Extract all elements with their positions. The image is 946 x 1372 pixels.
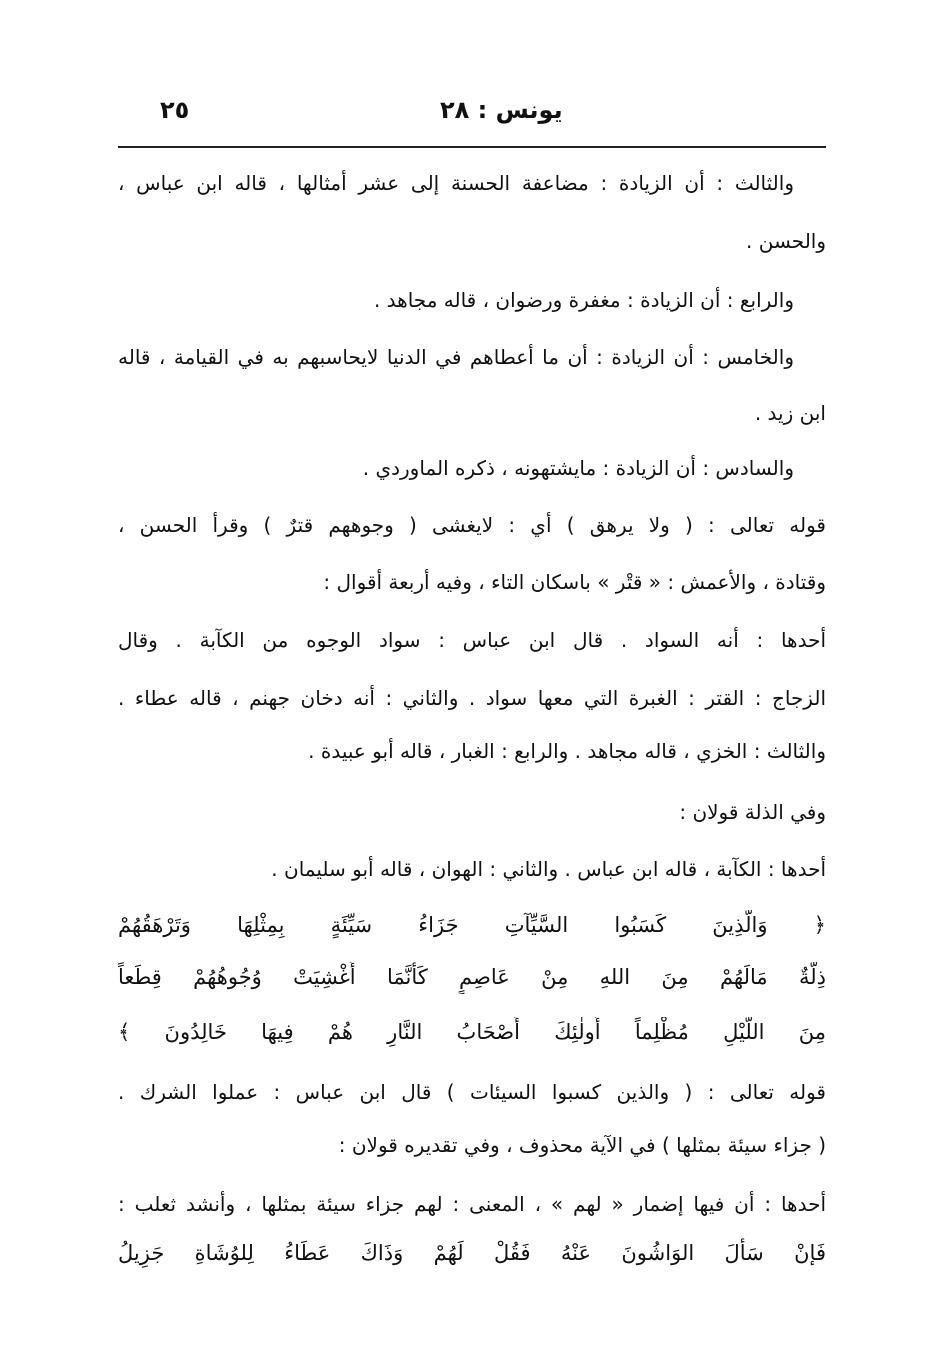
text-line: الزجاج : القتر : الغبرة التي معها سواد . والثاني : أنه دخان جهنم ، قاله عطاء . [118, 686, 826, 710]
surah-reference: يونس : ٢٨ [440, 96, 563, 124]
text-line: والثالث : أن الزيادة : مضاعفة الحسنة إلى عشر أمثالها ، قاله ابن عباس ، [118, 171, 794, 195]
text-line: قوله تعالى : ( والذين كسبوا السيئات ) قال ابن عباس : عملوا الشرك . [118, 1080, 826, 1104]
text-line: والرابع : أن الزيادة : مغفرة ورضوان ، قاله مجاهد . [373, 288, 794, 312]
verse-line: مِنَ اللَّيْلِ مُظْلِماً أُولٰئِكَ أَصْحَابُ النَّارِ هُمْ فِيهَا خَالِدُونَ ﴾ [118, 1020, 826, 1044]
text-line: ابن زيد . [754, 401, 826, 425]
verse-line: ﴿ وَالَّذِينَ كَسَبُوا السَّيِّآتِ جَزَاءُ سَيِّئَةٍ بِمِثْلِهَا وَتَرْهَقُهُمْ [118, 913, 826, 937]
text-line: والسادس : أن الزيادة : مايشتهونه ، ذكره الماوردي . [362, 456, 794, 480]
text-line: والخامس : أن الزيادة : أن ما أعطاهم في الدنيا لايحاسبهم به في القيامة ، قاله [118, 345, 794, 369]
page-number: ٢٥ [160, 96, 190, 124]
header-rule [118, 146, 826, 148]
text-line: أحدها : أنه السواد . قال ابن عباس : سواد الوجوه من الكآبة . وقال [118, 628, 826, 652]
text-line: ( جزاء سيئة بمثلها ) في الآية محذوف ، وفي تقديره قولان : [338, 1133, 826, 1157]
poetry-line: فَإنْ سَأَلَ الوَاشُونَ عَنْهُ فَقُلْ لَهُمْ وَذَاكَ عَطَاءُ لِلوُشَاةِ جَزِيلُ [118, 1241, 826, 1265]
text-line: والثالث : الخزي ، قاله مجاهد . والرابع : الغبار ، قاله أبو عبيدة . [308, 739, 826, 763]
text-line: وفي الذلة قولان : [679, 800, 826, 824]
text-line: قوله تعالى : ( ولا يرهق ) أي : لايغشى ( وجوههم قترٌ ) وقرأ الحسن ، [118, 513, 826, 537]
text-line: أحدها : الكآبة ، قاله ابن عباس . والثاني : الهوان ، قاله أبو سليمان . [271, 857, 826, 881]
text-line: والحسن . [746, 229, 826, 253]
text-line: وقتادة ، والأعمش : « قتْر » باسكان التاء ، وفيه أربعة أقوال : [323, 570, 826, 594]
verse-line: ذِلَّةٌ مَالَهُمْ مِنَ اللهِ مِنْ عَاصِمٍ كَأَنَّمَا أُغْشِيَتْ وُجُوهُهُمْ قِطَعاً [118, 965, 826, 989]
text-line: أحدها : أن فيها إضمار « لهم » ، المعنى : لهم جزاء سيئة بمثلها ، وأنشد ثعلب : [118, 1192, 826, 1216]
